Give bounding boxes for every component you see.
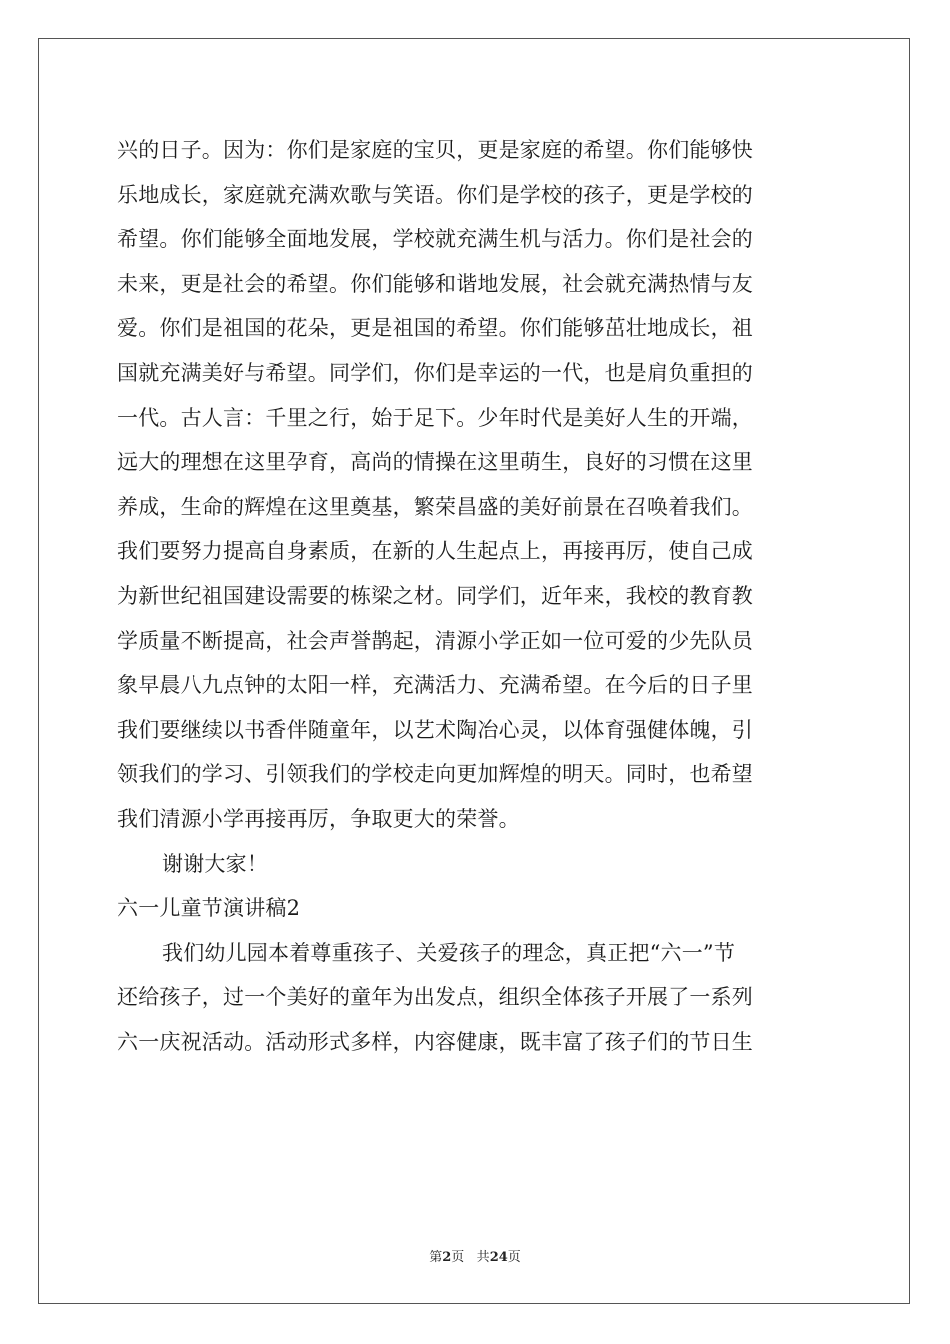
document-body — [117, 128, 837, 1064]
page-number: 2 — [442, 1250, 452, 1265]
text-line: 我们清源小学再接再厉，争取更大的荣誉。 — [117, 806, 520, 831]
text-line: 爱。你们是祖国的花朵，更是祖国的希望。你们能够茁壮地成长，祖 — [117, 316, 753, 341]
text-line: 象早晨八九点钟的太阳一样，充满活力、充满希望。在今后的日子里 — [117, 673, 753, 698]
text-line: 为新世纪祖国建设需要的栋梁之材。同学们，近年来，我校的教育教 — [117, 583, 753, 608]
closing-line: 谢谢大家！ — [162, 851, 268, 876]
text-line: 希望。你们能够全面地发展，学校就充满生机与活力。你们是社会的 — [117, 227, 753, 252]
text-line: 还给孩子，过一个美好的童年为出发点，组织全体孩子开展了一系列 — [117, 985, 753, 1010]
text-line: 国就充满美好与希望。同学们，你们是幸运的一代，也是肩负重担的 — [117, 360, 753, 385]
page-label-prefix: 第 — [429, 1250, 443, 1265]
text-line: 领我们的学习、引领我们的学校走向更加辉煌的明天。同时，也希望 — [117, 762, 753, 787]
text-line: 未来，更是社会的希望。你们能够和谐地发展，社会就充满热情与友 — [117, 271, 753, 296]
total-pages: 24 — [489, 1250, 508, 1265]
text-line: 我们幼儿园本着尊重孩子、关爱孩子的理念，真正把“六一”节 — [162, 940, 736, 965]
text-line: 兴的日子。因为：你们是家庭的宝贝，更是家庭的希望。你们能够快 — [117, 138, 753, 162]
text-line: 六一庆祝活动。活动形式多样，内容健康，既丰富了孩子们的节日生 — [117, 1029, 753, 1054]
text-line: 养成，生命的辉煌在这里奠基，繁荣昌盛的美好前景在召唤着我们。 — [117, 494, 753, 519]
page-label-suffix: 页 — [451, 1250, 465, 1265]
text-line: 我们要继续以书香伴随童年，以艺术陶冶心灵，以体育强健体魄，引 — [117, 717, 753, 742]
section-heading: 六一儿童节演讲稿2 — [117, 896, 301, 921]
text-line: 一代。古人言：千里之行，始于足下。少年时代是美好人生的开端， — [117, 405, 753, 430]
text-line: 我们要努力提高自身素质，在新的人生起点上，再接再厉，使自己成 — [117, 539, 753, 564]
total-label-suffix: 页 — [507, 1250, 521, 1265]
text-line: 乐地成长，家庭就充满欢歌与笑语。你们是学校的孩子，更是学校的 — [117, 182, 753, 207]
total-label-prefix: 共 — [476, 1250, 490, 1265]
text-line: 远大的理想在这里孕育，高尚的情操在这里萌生，良好的习惯在这里 — [117, 450, 753, 475]
text-line: 学质量不断提高，社会声誉鹊起，清源小学正如一位可爱的少先队员 — [117, 628, 753, 653]
page-footer — [0, 1246, 950, 1265]
